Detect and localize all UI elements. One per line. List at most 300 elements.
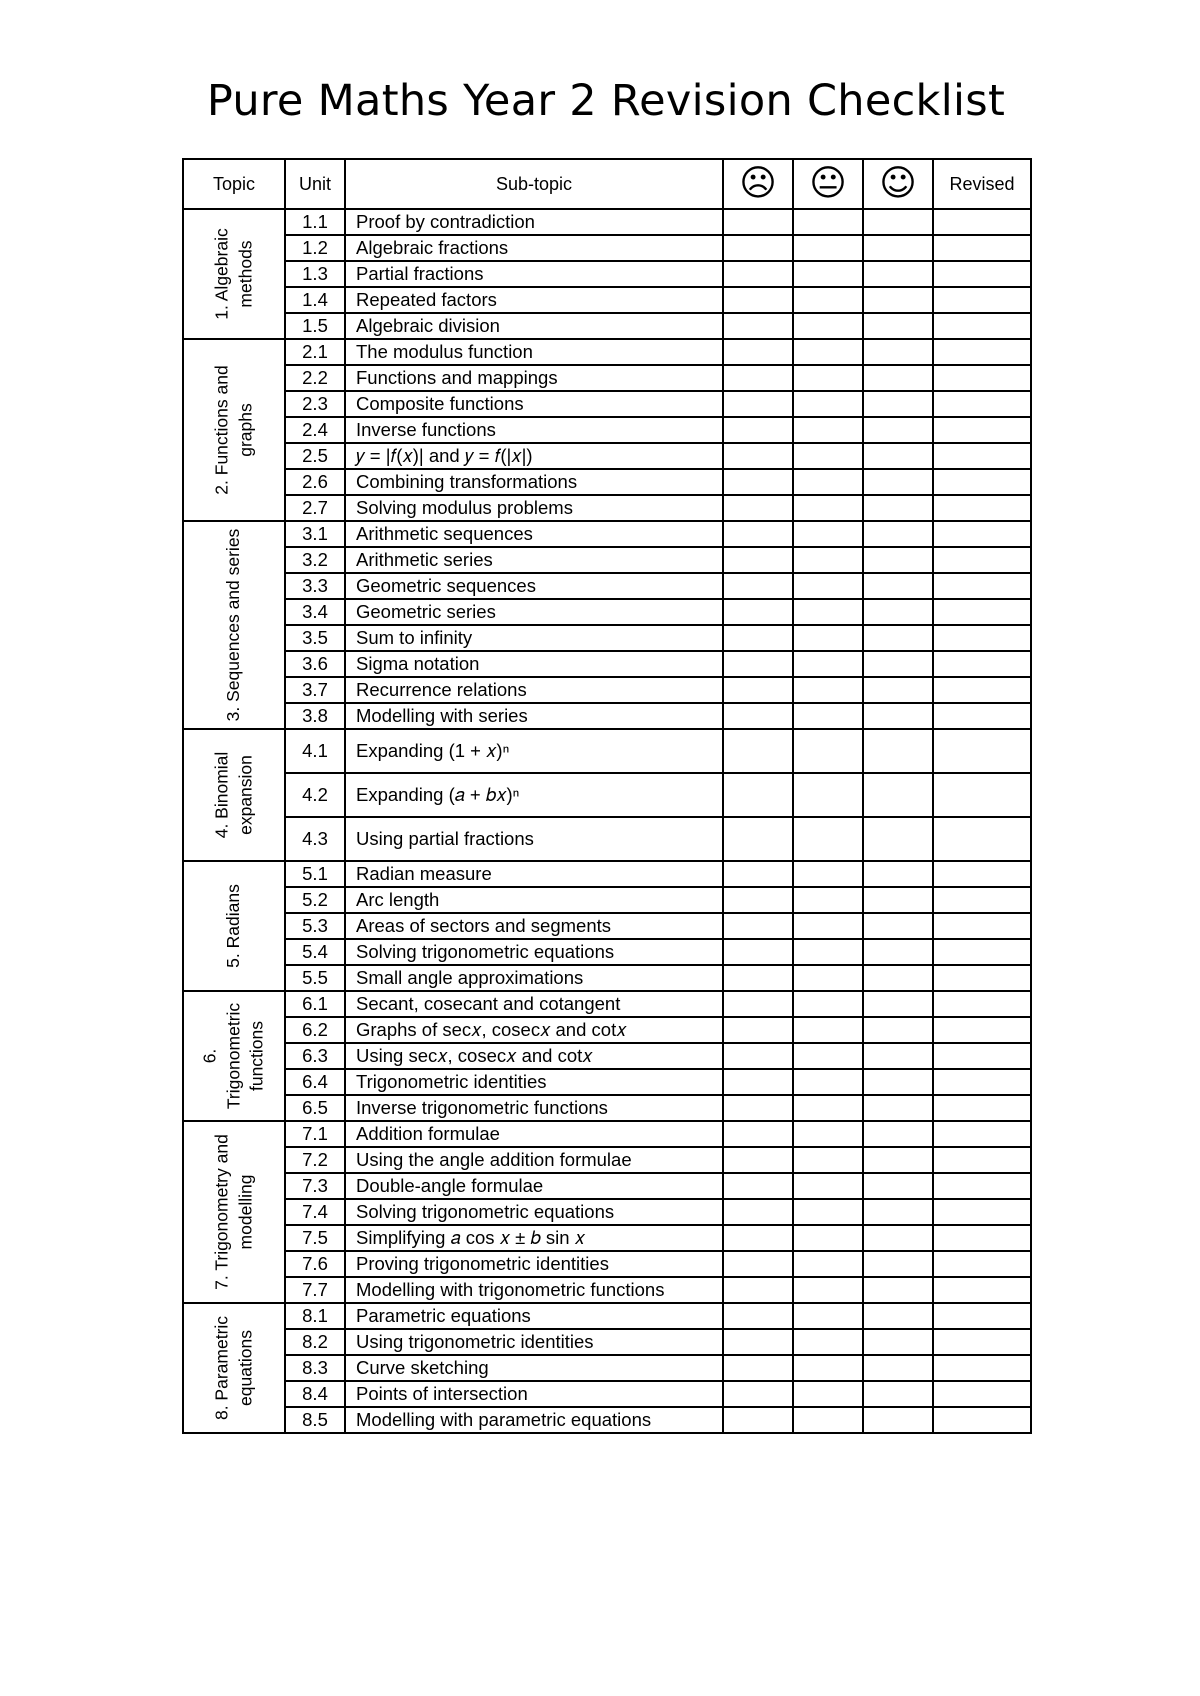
neutral-checkbox-cell[interactable] xyxy=(793,1069,863,1095)
happy-checkbox-cell[interactable] xyxy=(863,817,933,861)
happy-checkbox-cell[interactable] xyxy=(863,391,933,417)
unit-cell: 5.3 xyxy=(285,913,345,939)
subtopic-cell: Parametric equations xyxy=(345,1303,723,1329)
neutral-checkbox-cell[interactable] xyxy=(793,913,863,939)
revised-checkbox-cell[interactable] xyxy=(933,235,1031,261)
table-row xyxy=(183,313,1031,339)
neutral-checkbox-cell[interactable] xyxy=(793,443,863,469)
unit-cell: 7.1 xyxy=(285,1121,345,1147)
topic-label xyxy=(199,1003,270,1109)
unit-cell: 1.5 xyxy=(285,313,345,339)
neutral-checkbox-cell[interactable] xyxy=(793,887,863,913)
sad-checkbox-cell[interactable] xyxy=(723,1251,793,1277)
subtopic-cell: Proving trigonometric identities xyxy=(345,1251,723,1277)
neutral-checkbox-cell[interactable] xyxy=(793,417,863,443)
unit-cell: 3.6 xyxy=(285,651,345,677)
sad-checkbox-cell[interactable] xyxy=(723,913,793,939)
unit-cell: 8.2 xyxy=(285,1329,345,1355)
topic-cell xyxy=(183,1303,285,1433)
neutral-checkbox-cell[interactable] xyxy=(793,1277,863,1303)
table-row xyxy=(183,677,1031,703)
subtopic-cell: Addition formulae xyxy=(345,1121,723,1147)
revised-checkbox-cell[interactable] xyxy=(933,817,1031,861)
happy-checkbox-cell[interactable] xyxy=(863,1173,933,1199)
subtopic-cell: Curve sketching xyxy=(345,1355,723,1381)
unit-cell: 3.5 xyxy=(285,625,345,651)
revised-checkbox-cell[interactable] xyxy=(933,521,1031,547)
table-row xyxy=(183,547,1031,573)
sad-checkbox-cell[interactable] xyxy=(723,651,793,677)
unit-cell: 5.4 xyxy=(285,939,345,965)
sad-checkbox-cell[interactable] xyxy=(723,703,793,729)
neutral-checkbox-cell[interactable] xyxy=(793,625,863,651)
topic-label xyxy=(210,228,257,319)
revised-checkbox-cell[interactable] xyxy=(933,677,1031,703)
subtopic-cell: Partial fractions xyxy=(345,261,723,287)
unit-cell: 7.4 xyxy=(285,1199,345,1225)
unit-cell: 4.1 xyxy=(285,729,345,773)
table-row xyxy=(183,599,1031,625)
table-row xyxy=(183,1251,1031,1277)
happy-checkbox-cell[interactable] xyxy=(863,1225,933,1251)
table-row xyxy=(183,417,1031,443)
revised-checkbox-cell[interactable] xyxy=(933,365,1031,391)
happy-checkbox-cell[interactable] xyxy=(863,729,933,773)
happy-checkbox-cell[interactable] xyxy=(863,1069,933,1095)
subtopic-cell: Small angle approximations xyxy=(345,965,723,991)
neutral-checkbox-cell[interactable] xyxy=(793,1329,863,1355)
sad-checkbox-cell[interactable] xyxy=(723,495,793,521)
neutral-checkbox-cell[interactable] xyxy=(793,1381,863,1407)
sad-checkbox-cell[interactable] xyxy=(723,365,793,391)
subtopic-cell: Modelling with trigonometric functions xyxy=(345,1277,723,1303)
subtopic-cell: Expanding (1 + 𝑥)ⁿ xyxy=(345,729,723,773)
revised-checkbox-cell[interactable] xyxy=(933,1121,1031,1147)
revised-checkbox-cell[interactable] xyxy=(933,1095,1031,1121)
sad-checkbox-cell[interactable] xyxy=(723,1017,793,1043)
sad-checkbox-cell[interactable] xyxy=(723,599,793,625)
subtopic-cell: Radian measure xyxy=(345,861,723,887)
neutral-checkbox-cell[interactable] xyxy=(793,1225,863,1251)
revised-checkbox-cell[interactable] xyxy=(933,443,1031,469)
revised-checkbox-cell[interactable] xyxy=(933,651,1031,677)
sad-checkbox-cell[interactable] xyxy=(723,1199,793,1225)
subtopic-cell: Proof by contradiction xyxy=(345,209,723,235)
happy-checkbox-cell[interactable] xyxy=(863,495,933,521)
sad-checkbox-cell[interactable] xyxy=(723,1173,793,1199)
happy-checkbox-cell[interactable] xyxy=(863,1251,933,1277)
revised-checkbox-cell[interactable] xyxy=(933,703,1031,729)
subtopic-cell: Expanding (𝑎 + 𝑏𝑥)ⁿ xyxy=(345,773,723,817)
topic-cell xyxy=(183,521,285,729)
neutral-checkbox-cell[interactable] xyxy=(793,521,863,547)
topic-label xyxy=(210,1316,257,1420)
happy-checkbox-cell[interactable] xyxy=(863,625,933,651)
happy-face-icon: ☺ xyxy=(879,163,917,204)
happy-checkbox-cell[interactable] xyxy=(863,1303,933,1329)
happy-checkbox-cell[interactable] xyxy=(863,599,933,625)
topic-cell xyxy=(183,339,285,521)
happy-checkbox-cell[interactable] xyxy=(863,209,933,235)
table-row xyxy=(183,913,1031,939)
header-revised: Revised xyxy=(933,159,1031,209)
neutral-checkbox-cell[interactable] xyxy=(793,469,863,495)
unit-cell: 1.4 xyxy=(285,287,345,313)
neutral-checkbox-cell[interactable] xyxy=(793,1147,863,1173)
sad-checkbox-cell[interactable] xyxy=(723,729,793,773)
neutral-checkbox-cell[interactable] xyxy=(793,573,863,599)
topic-cell xyxy=(183,1121,285,1303)
header-topic: Topic xyxy=(183,159,285,209)
revised-checkbox-cell[interactable] xyxy=(933,991,1031,1017)
revised-checkbox-cell[interactable] xyxy=(933,939,1031,965)
happy-checkbox-cell[interactable] xyxy=(863,521,933,547)
revised-checkbox-cell[interactable] xyxy=(933,773,1031,817)
unit-cell: 8.5 xyxy=(285,1407,345,1433)
happy-checkbox-cell[interactable] xyxy=(863,235,933,261)
table-row xyxy=(183,391,1031,417)
neutral-checkbox-cell[interactable] xyxy=(793,1043,863,1069)
table-row xyxy=(183,443,1031,469)
revised-checkbox-cell[interactable] xyxy=(933,1199,1031,1225)
happy-checkbox-cell[interactable] xyxy=(863,547,933,573)
happy-checkbox-cell[interactable] xyxy=(863,703,933,729)
topic-label xyxy=(222,884,246,968)
sad-checkbox-cell[interactable] xyxy=(723,521,793,547)
table-row xyxy=(183,729,1031,773)
happy-checkbox-cell[interactable] xyxy=(863,1329,933,1355)
topic-label xyxy=(222,529,246,722)
subtopic-cell: Combining transformations xyxy=(345,469,723,495)
revised-checkbox-cell[interactable] xyxy=(933,729,1031,773)
happy-checkbox-cell[interactable] xyxy=(863,1407,933,1433)
subtopic-cell: Inverse functions xyxy=(345,417,723,443)
neutral-checkbox-cell[interactable] xyxy=(793,209,863,235)
sad-checkbox-cell[interactable] xyxy=(723,817,793,861)
happy-checkbox-cell[interactable] xyxy=(863,287,933,313)
sad-face-icon: ☹ xyxy=(739,163,777,204)
happy-checkbox-cell[interactable] xyxy=(863,339,933,365)
unit-cell: 2.4 xyxy=(285,417,345,443)
table-row xyxy=(183,703,1031,729)
subtopic-cell: Secant, cosecant and cotangent xyxy=(345,991,723,1017)
sad-checkbox-cell[interactable] xyxy=(723,625,793,651)
neutral-checkbox-cell[interactable] xyxy=(793,1121,863,1147)
subtopic-cell: Solving modulus problems xyxy=(345,495,723,521)
happy-checkbox-cell[interactable] xyxy=(863,1381,933,1407)
unit-cell: 6.5 xyxy=(285,1095,345,1121)
neutral-checkbox-cell[interactable] xyxy=(793,1251,863,1277)
unit-cell: 6.4 xyxy=(285,1069,345,1095)
subtopic-cell: Double-angle formulae xyxy=(345,1173,723,1199)
unit-cell: 1.3 xyxy=(285,261,345,287)
subtopic-cell: Recurrence relations xyxy=(345,677,723,703)
sad-checkbox-cell[interactable] xyxy=(723,1069,793,1095)
sad-checkbox-cell[interactable] xyxy=(723,1303,793,1329)
topic-cell xyxy=(183,991,285,1121)
topic-cell xyxy=(183,209,285,339)
unit-cell: 3.7 xyxy=(285,677,345,703)
sad-checkbox-cell[interactable] xyxy=(723,1381,793,1407)
happy-checkbox-cell[interactable] xyxy=(863,1199,933,1225)
neutral-checkbox-cell[interactable] xyxy=(793,1017,863,1043)
sad-checkbox-cell[interactable] xyxy=(723,1121,793,1147)
subtopic-cell: Solving trigonometric equations xyxy=(345,1199,723,1225)
subtopic-cell: Using sec𝑥, cosec𝑥 and cot𝑥 xyxy=(345,1043,723,1069)
revised-checkbox-cell[interactable] xyxy=(933,417,1031,443)
subtopic-cell: Points of intersection xyxy=(345,1381,723,1407)
neutral-checkbox-cell[interactable] xyxy=(793,1355,863,1381)
topic-label-line: 7. Trigonometry and xyxy=(211,1134,232,1290)
table-row xyxy=(183,1069,1031,1095)
subtopic-cell: Arc length xyxy=(345,887,723,913)
happy-checkbox-cell[interactable] xyxy=(863,573,933,599)
happy-checkbox-cell[interactable] xyxy=(863,1017,933,1043)
happy-checkbox-cell[interactable] xyxy=(863,773,933,817)
unit-cell: 7.3 xyxy=(285,1173,345,1199)
neutral-checkbox-cell[interactable] xyxy=(793,495,863,521)
sad-checkbox-cell[interactable] xyxy=(723,313,793,339)
unit-cell: 2.5 xyxy=(285,443,345,469)
topic-label-line: 3. Sequences and series xyxy=(223,528,244,722)
neutral-checkbox-cell[interactable] xyxy=(793,1173,863,1199)
revised-checkbox-cell[interactable] xyxy=(933,1251,1031,1277)
sad-checkbox-cell[interactable] xyxy=(723,1407,793,1433)
subtopic-cell: Modelling with parametric equations xyxy=(345,1407,723,1433)
neutral-checkbox-cell[interactable] xyxy=(793,991,863,1017)
happy-checkbox-cell[interactable] xyxy=(863,1277,933,1303)
unit-cell: 2.6 xyxy=(285,469,345,495)
revised-checkbox-cell[interactable] xyxy=(933,1017,1031,1043)
subtopic-cell: Algebraic division xyxy=(345,313,723,339)
neutral-checkbox-cell[interactable] xyxy=(793,861,863,887)
sad-checkbox-cell[interactable] xyxy=(723,1277,793,1303)
happy-checkbox-cell[interactable] xyxy=(863,1043,933,1069)
neutral-checkbox-cell[interactable] xyxy=(793,339,863,365)
neutral-checkbox-cell[interactable] xyxy=(793,391,863,417)
subtopic-cell: Geometric sequences xyxy=(345,573,723,599)
unit-cell: 2.2 xyxy=(285,365,345,391)
topic-cell xyxy=(183,729,285,861)
unit-cell: 3.2 xyxy=(285,547,345,573)
sad-checkbox-cell[interactable] xyxy=(723,209,793,235)
unit-cell: 2.1 xyxy=(285,339,345,365)
sad-checkbox-cell[interactable] xyxy=(723,773,793,817)
revised-checkbox-cell[interactable] xyxy=(933,573,1031,599)
neutral-checkbox-cell[interactable] xyxy=(793,965,863,991)
sad-checkbox-cell[interactable] xyxy=(723,1043,793,1069)
revised-checkbox-cell[interactable] xyxy=(933,495,1031,521)
sad-checkbox-cell[interactable] xyxy=(723,1095,793,1121)
sad-checkbox-cell[interactable] xyxy=(723,965,793,991)
neutral-checkbox-cell[interactable] xyxy=(793,365,863,391)
revised-checkbox-cell[interactable] xyxy=(933,861,1031,887)
neutral-checkbox-cell[interactable] xyxy=(793,729,863,773)
sad-checkbox-cell[interactable] xyxy=(723,939,793,965)
unit-cell: 6.2 xyxy=(285,1017,345,1043)
happy-checkbox-cell[interactable] xyxy=(863,443,933,469)
happy-checkbox-cell[interactable] xyxy=(863,887,933,913)
revised-checkbox-cell[interactable] xyxy=(933,965,1031,991)
checklist-body xyxy=(183,209,1031,1433)
neutral-checkbox-cell[interactable] xyxy=(793,939,863,965)
revised-checkbox-cell[interactable] xyxy=(933,1225,1031,1251)
unit-cell: 7.6 xyxy=(285,1251,345,1277)
revised-checkbox-cell[interactable] xyxy=(933,1381,1031,1407)
sad-checkbox-cell[interactable] xyxy=(723,991,793,1017)
revised-checkbox-cell[interactable] xyxy=(933,1303,1031,1329)
subtopic-cell: Using trigonometric identities xyxy=(345,1329,723,1355)
sad-checkbox-cell[interactable] xyxy=(723,573,793,599)
table-row xyxy=(183,261,1031,287)
revised-checkbox-cell[interactable] xyxy=(933,1043,1031,1069)
table-row xyxy=(183,1277,1031,1303)
happy-checkbox-cell[interactable] xyxy=(863,1355,933,1381)
unit-cell: 2.3 xyxy=(285,391,345,417)
happy-checkbox-cell[interactable] xyxy=(863,677,933,703)
happy-checkbox-cell[interactable] xyxy=(863,1147,933,1173)
happy-checkbox-cell[interactable] xyxy=(863,861,933,887)
neutral-checkbox-cell[interactable] xyxy=(793,1199,863,1225)
table-row xyxy=(183,1095,1031,1121)
revised-checkbox-cell[interactable] xyxy=(933,313,1031,339)
sad-checkbox-cell[interactable] xyxy=(723,287,793,313)
unit-cell: 3.4 xyxy=(285,599,345,625)
revised-checkbox-cell[interactable] xyxy=(933,625,1031,651)
happy-checkbox-cell[interactable] xyxy=(863,939,933,965)
table-row xyxy=(183,1147,1031,1173)
happy-checkbox-cell[interactable] xyxy=(863,313,933,339)
revised-checkbox-cell[interactable] xyxy=(933,887,1031,913)
revised-checkbox-cell[interactable] xyxy=(933,469,1031,495)
sad-checkbox-cell[interactable] xyxy=(723,1355,793,1381)
neutral-checkbox-cell[interactable] xyxy=(793,817,863,861)
topic-label xyxy=(210,1134,257,1290)
topic-label-line: graphs xyxy=(235,403,255,457)
subtopic-cell: Areas of sectors and segments xyxy=(345,913,723,939)
subtopic-cell: Inverse trigonometric functions xyxy=(345,1095,723,1121)
subtopic-cell: Repeated factors xyxy=(345,287,723,313)
table-row xyxy=(183,1121,1031,1147)
revised-checkbox-cell[interactable] xyxy=(933,913,1031,939)
neutral-checkbox-cell[interactable] xyxy=(793,599,863,625)
table-row xyxy=(183,209,1031,235)
neutral-checkbox-cell[interactable] xyxy=(793,1407,863,1433)
sad-checkbox-cell[interactable] xyxy=(723,887,793,913)
revised-checkbox-cell[interactable] xyxy=(933,1355,1031,1381)
table-row xyxy=(183,1017,1031,1043)
table-row xyxy=(183,861,1031,887)
revised-checkbox-cell[interactable] xyxy=(933,339,1031,365)
sad-checkbox-cell[interactable] xyxy=(723,443,793,469)
happy-checkbox-cell[interactable] xyxy=(863,1121,933,1147)
revised-checkbox-cell[interactable] xyxy=(933,1069,1031,1095)
sad-checkbox-cell[interactable] xyxy=(723,339,793,365)
happy-checkbox-cell[interactable] xyxy=(863,365,933,391)
table-row xyxy=(183,1225,1031,1251)
sad-checkbox-cell[interactable] xyxy=(723,235,793,261)
sad-checkbox-cell[interactable] xyxy=(723,677,793,703)
sad-checkbox-cell[interactable] xyxy=(723,861,793,887)
happy-checkbox-cell[interactable] xyxy=(863,913,933,939)
neutral-checkbox-cell[interactable] xyxy=(793,261,863,287)
unit-cell: 2.7 xyxy=(285,495,345,521)
happy-checkbox-cell[interactable] xyxy=(863,469,933,495)
unit-cell: 8.1 xyxy=(285,1303,345,1329)
sad-checkbox-cell[interactable] xyxy=(723,1329,793,1355)
revised-checkbox-cell[interactable] xyxy=(933,209,1031,235)
neutral-checkbox-cell[interactable] xyxy=(793,235,863,261)
subtopic-cell: Graphs of sec𝑥, cosec𝑥 and cot𝑥 xyxy=(345,1017,723,1043)
revised-checkbox-cell[interactable] xyxy=(933,391,1031,417)
revised-checkbox-cell[interactable] xyxy=(933,1277,1031,1303)
sad-checkbox-cell[interactable] xyxy=(723,469,793,495)
neutral-checkbox-cell[interactable] xyxy=(793,313,863,339)
neutral-checkbox-cell[interactable] xyxy=(793,1303,863,1329)
unit-cell: 7.7 xyxy=(285,1277,345,1303)
subtopic-cell: Arithmetic sequences xyxy=(345,521,723,547)
revised-checkbox-cell[interactable] xyxy=(933,1407,1031,1433)
table-row xyxy=(183,573,1031,599)
sad-checkbox-cell[interactable] xyxy=(723,1225,793,1251)
subtopic-cell: Algebraic fractions xyxy=(345,235,723,261)
neutral-checkbox-cell[interactable] xyxy=(793,773,863,817)
sad-checkbox-cell[interactable] xyxy=(723,417,793,443)
happy-checkbox-cell[interactable] xyxy=(863,1095,933,1121)
neutral-checkbox-cell[interactable] xyxy=(793,287,863,313)
table-row xyxy=(183,287,1031,313)
revised-checkbox-cell[interactable] xyxy=(933,1147,1031,1173)
subtopic-cell: Modelling with series xyxy=(345,703,723,729)
topic-label-line: 1. Algebraic xyxy=(211,228,232,320)
subtopic-cell: Using the angle addition formulae xyxy=(345,1147,723,1173)
table-row xyxy=(183,235,1031,261)
table-row xyxy=(183,773,1031,817)
happy-checkbox-cell[interactable] xyxy=(863,991,933,1017)
revised-checkbox-cell[interactable] xyxy=(933,599,1031,625)
revised-checkbox-cell[interactable] xyxy=(933,1329,1031,1355)
revised-checkbox-cell[interactable] xyxy=(933,547,1031,573)
neutral-checkbox-cell[interactable] xyxy=(793,651,863,677)
happy-checkbox-cell[interactable] xyxy=(863,965,933,991)
happy-checkbox-cell[interactable] xyxy=(863,261,933,287)
happy-checkbox-cell[interactable] xyxy=(863,651,933,677)
sad-checkbox-cell[interactable] xyxy=(723,261,793,287)
revised-checkbox-cell[interactable] xyxy=(933,1173,1031,1199)
unit-cell: 7.2 xyxy=(285,1147,345,1173)
neutral-checkbox-cell[interactable] xyxy=(793,703,863,729)
unit-cell: 5.2 xyxy=(285,887,345,913)
neutral-checkbox-cell[interactable] xyxy=(793,547,863,573)
neutral-checkbox-cell[interactable] xyxy=(793,677,863,703)
topic-label-line: equations xyxy=(235,1330,255,1406)
topic-cell xyxy=(183,861,285,991)
table-row xyxy=(183,521,1031,547)
table-row xyxy=(183,1381,1031,1407)
unit-cell: 1.2 xyxy=(285,235,345,261)
table-row xyxy=(183,469,1031,495)
revised-checkbox-cell[interactable] xyxy=(933,287,1031,313)
topic-label-line: Trigonometric xyxy=(223,1002,244,1110)
unit-cell: 3.8 xyxy=(285,703,345,729)
revised-checkbox-cell[interactable] xyxy=(933,261,1031,287)
sad-checkbox-cell[interactable] xyxy=(723,547,793,573)
sad-checkbox-cell[interactable] xyxy=(723,1147,793,1173)
table-row xyxy=(183,1329,1031,1355)
happy-checkbox-cell[interactable] xyxy=(863,417,933,443)
sad-checkbox-cell[interactable] xyxy=(723,391,793,417)
neutral-checkbox-cell[interactable] xyxy=(793,1095,863,1121)
